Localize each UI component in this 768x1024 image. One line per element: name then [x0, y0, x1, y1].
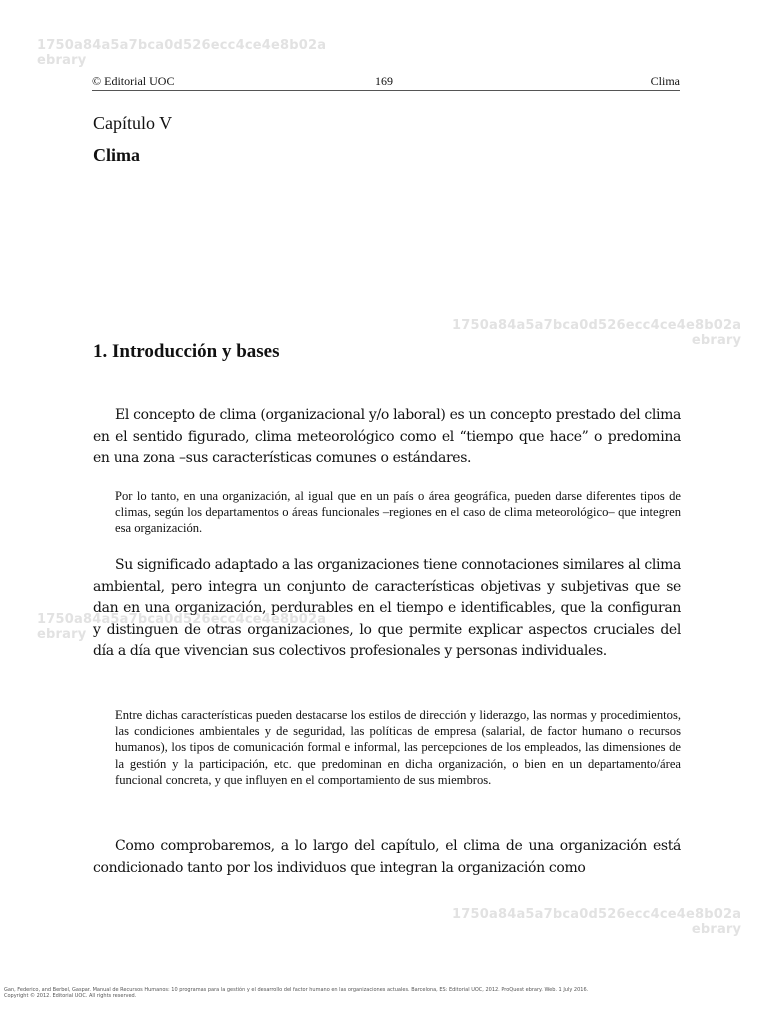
watermark-brand: ebrary: [691, 333, 742, 348]
watermark-code: 1750a84a5a7bca0d526ecc4ce4e8b02a: [452, 318, 742, 333]
header-chapter-title: Clima: [650, 74, 680, 88]
page-number: 169: [375, 74, 393, 88]
body-paragraph: El concepto de clima (organizacional y/o laboral) es un concepto prestado del clima en el sentido figurado, clima meteorológico como el “tiempo que hace” o predomina en una zona –sus características comunes o estándares.: [93, 407, 681, 466]
body-paragraph: Como comprobaremos, a lo largo del capítulo, el clima de una organización está condicionado tanto por los individuos que integran la organización como: [93, 838, 681, 876]
watermark-code: 1750a84a5a7bca0d526ecc4ce4e8b02a: [37, 38, 327, 53]
indented-note: Por lo tanto, en una organización, al igual que en un país o área geográfica, pueden darse diferentes tipos de climas, según los departamentos o áreas funcionales –regiones en el caso de clima meteorológico– que integren esa organización.: [115, 489, 681, 536]
footer-citation: Gan, Federico, and Berbel, Gaspar. Manual de Recursos Humanos: 10 programas para la gestión y el desarrollo del factor humano en las organizaciones actuales. Barcelona, ES: Editorial UOC, 2012. ProQuest ebrary. Web. 1 July 2016.: [4, 987, 589, 993]
section-heading: 1. Introducción y bases: [93, 341, 280, 362]
chapter-title: Clima: [93, 145, 140, 165]
ebrary-watermark: [37, 38, 326, 68]
citation-footer: [4, 987, 764, 999]
ebrary-watermark: [452, 907, 741, 937]
body-paragraph: Su significado adaptado a las organizaciones tiene connotaciones similares al clima ambiental, pero integra un conjunto de características objetivas y subjetivas que se dan en una organización, perdurables en el tiempo e identificables, que la configuran y distinguen de otras organizaciones, lo que permite explicar aspectos cruciales del día a día que vivencian sus colectivos profesionales y personas individuales.: [93, 557, 681, 659]
watermark-brand: ebrary: [37, 627, 87, 642]
footer-copyright: Copyright © 2012. Editorial UOC. All rights reserved.: [4, 993, 137, 999]
chapter-label: Capítulo V: [93, 113, 173, 133]
watermark-code: 1750a84a5a7bca0d526ecc4ce4e8b02a: [37, 612, 327, 627]
watermark-code: 1750a84a5a7bca0d526ecc4ce4e8b02a: [452, 907, 742, 922]
watermark-brand: ebrary: [37, 53, 87, 68]
header-publisher: © Editorial UOC: [92, 74, 175, 88]
indented-note: Entre dichas características pueden destacarse los estilos de dirección y liderazgo, las normas y procedimientos, las condiciones ambientales y de seguridad, las políticas de empresa (salarial, de factor humano o recursos humanos), los tipos de comunicación formal e informal, las percepciones de los empleados, las dimensiones de la gestión y la participación, etc. que predominan en dicha organización, o bien en un departamento/área funcional concreta, y que influyen en el comportamiento de sus miembros.: [115, 708, 681, 787]
watermark-brand: ebrary: [691, 922, 742, 937]
running-header: [92, 72, 680, 91]
ebrary-watermark: [452, 318, 741, 348]
